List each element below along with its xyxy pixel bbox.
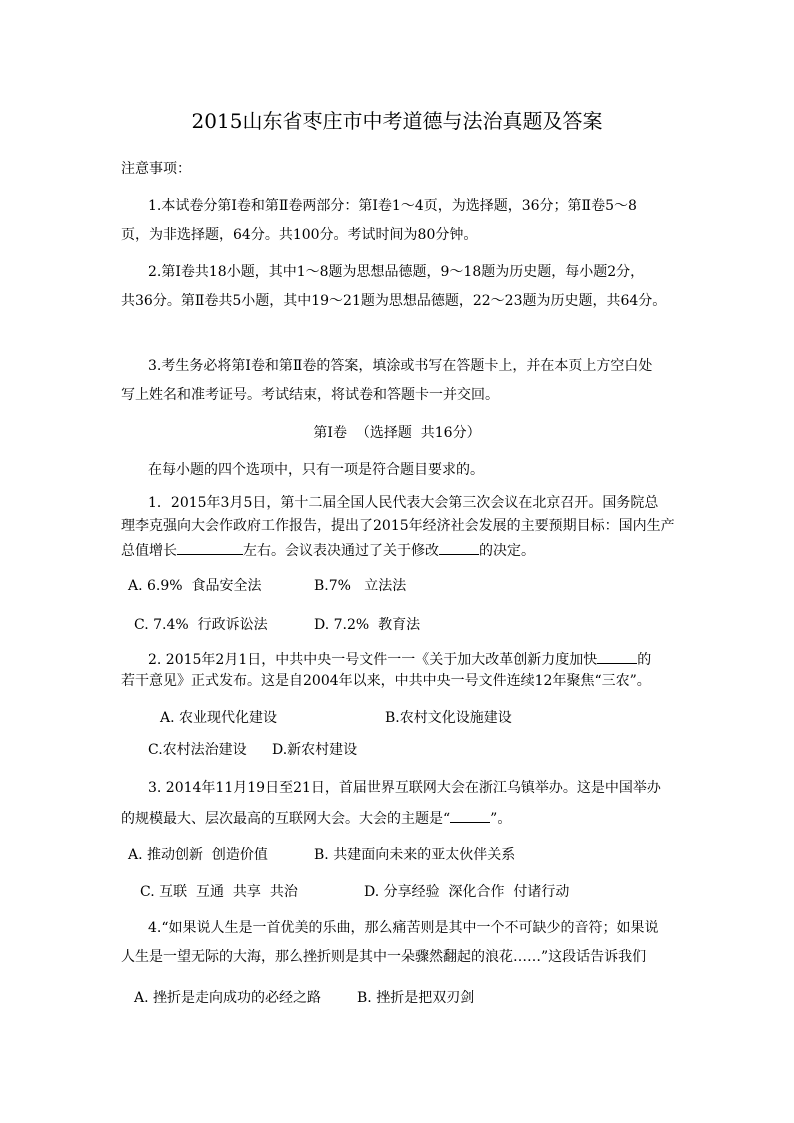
q3-line-2	[121, 808, 511, 828]
q1-option-d: D. 7.2% 教育法	[314, 617, 421, 633]
note-1-line-2: 页，为非选择题，64分。共100分。考试时间为80分钟。	[121, 227, 478, 243]
q3-line-2-part-a: 的规模最大、层次最高的互联网大会。大会的主题是“	[121, 811, 451, 827]
q2-line-1-part-b: 的	[637, 652, 652, 668]
q2-option-d: D.新农村建设	[272, 742, 358, 758]
q3-option-c: C. 互联 互通 共享 共治	[140, 884, 298, 900]
instruction-text: 在每小题的四个选项中，只有一项是符合题目要求的。	[148, 462, 484, 478]
q3-option-b: B. 共建面向未来的亚太伙伴关系	[314, 847, 516, 863]
q2-line-1-part-a: 2. 2015年2月1日，中共中央一号文件一一《关于加大改革创新力度加快	[148, 652, 598, 668]
q1-line-1: 1．2015年3月5日，第十二届全国人民代表大会第三次会议在北京召开。国务院总	[148, 495, 659, 511]
q1-line-3	[121, 540, 535, 560]
note-1-line-1: 1.本试卷分第Ⅰ卷和第Ⅱ卷两部分：第Ⅰ卷1～4页，为选择题，36分；第Ⅱ卷5～8	[148, 198, 637, 214]
q2-blank	[597, 649, 637, 664]
note-2-line-2: 共36分。第Ⅱ卷共5小题，其中19～21题为思想品德题，22～23题为历史题，共64分。	[121, 293, 667, 309]
q3-option-d: D. 分享经验 深化合作 付诸行动	[364, 884, 570, 900]
q4-option-b: B. 挫折是把双刃剑	[357, 990, 475, 1006]
q3-option-a: A. 推动创新 创造价值	[128, 847, 268, 863]
notice-heading: 注意事项：	[121, 161, 191, 177]
q1-line-3-part-a: 总值增长	[121, 543, 177, 559]
q1-line-3-part-b: 左右。会议表决通过了关于修改	[243, 543, 439, 559]
q1-line-2: 理李克强向大会作政府工作报告，提出了2015年经济社会发展的主要预期目标：国内生产	[121, 518, 675, 534]
section-heading: 第Ⅰ卷 （选择题 共16分）	[313, 425, 481, 441]
q2-option-b: B.农村文化设施建设	[385, 710, 512, 726]
note-3-line-1: 3.考生务必将第Ⅰ卷和第Ⅱ卷的答案，填涂或书写在答题卡上，并在本页上方空白处	[148, 358, 653, 374]
q1-option-a: A. 6.9% 食品安全法	[128, 578, 262, 594]
q1-line-3-part-c: 的决定。	[479, 543, 535, 559]
q4-line-1: 4.“如果说人生是一首优美的乐曲，那么痛苦则是其中一个不可缺少的音符；如果说	[148, 920, 659, 936]
q4-option-a: A. 挫折是走向成功的必经之路	[134, 990, 322, 1006]
q2-line-1	[148, 649, 651, 669]
q3-blank	[450, 808, 490, 823]
q2-option-c: C.农村法治建设	[148, 742, 247, 758]
q1-option-c: C. 7.4% 行政诉讼法	[134, 617, 268, 633]
note-2-line-1: 2.第Ⅰ卷共18小题，其中1～8题为思想品德题，9～18题为历史题，每小题2分，	[148, 264, 645, 280]
q2-option-a: A. 农业现代化建设	[160, 710, 278, 726]
q1-option-b: B.7% 立法法	[314, 578, 407, 594]
q1-blank-1	[177, 540, 243, 555]
q3-line-2-part-b: ”。	[490, 811, 512, 827]
note-3-line-2: 写上姓名和准考证号。考试结束，将试卷和答题卡一并交回。	[121, 387, 499, 403]
q4-line-2: 人生是一望无际的大海，那么挫折则是其中一朵骤然翻起的浪花……”这段话告诉我们	[121, 949, 647, 965]
q3-line-1: 3. 2014年11月19日至21日，首届世界互联网大会在浙江乌镇举办。这是中国举办	[148, 780, 661, 796]
q2-line-2: 若干意见》正式发布。这是自2004年以来，中共中央一号文件连续12年聚焦“三农”。	[121, 673, 651, 689]
document-title: 2015山东省枣庄市中考道德与法治真题及答案	[191, 109, 603, 133]
q1-blank-2	[439, 540, 479, 555]
